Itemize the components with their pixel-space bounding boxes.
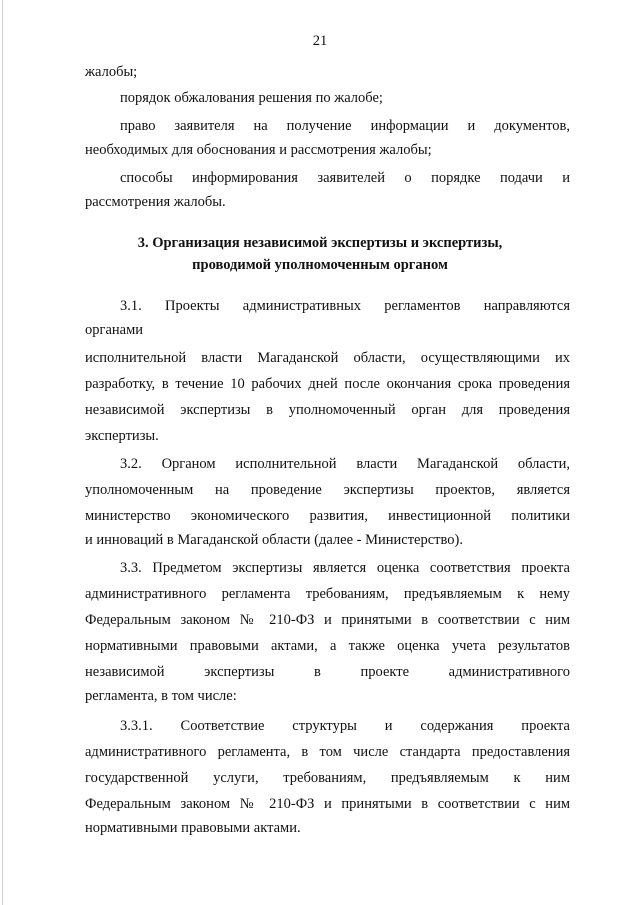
paragraph-line: нормативными правовыми актами, а также оценка учета результатов bbox=[85, 638, 570, 654]
paragraph-line: нормативными правовыми актами. bbox=[85, 820, 301, 836]
paragraph-line: 3.2. Органом исполнительной власти Магаданской области, bbox=[120, 456, 570, 472]
paragraph-line: административного регламента требованиям, предъявляемым к нему bbox=[85, 586, 570, 602]
paragraph-line: административного регламента, в том числе стандарта предоставления bbox=[85, 744, 570, 760]
section-heading-line-1: 3. Организация независимой экспертизы и экспертизы, bbox=[137, 235, 503, 251]
paragraph-line: разработку, в течение 10 рабочих дней после окончания срока проведения bbox=[85, 376, 570, 392]
text-line: рассмотрения жалобы. bbox=[85, 194, 226, 210]
paragraph-line: независимой экспертизы в уполномоченный орган для проведения bbox=[85, 402, 570, 418]
paragraph-line: Федеральным законом № 210-ФЗ и принятыми в соответствии с ним bbox=[85, 796, 570, 812]
paragraph-line: министерство экономического развития, инвестиционной политики bbox=[85, 508, 570, 524]
page-number: 21 bbox=[312, 33, 328, 49]
text-line: право заявителя на получение информации и документов, bbox=[120, 118, 570, 134]
paragraph-line: экспертизы. bbox=[85, 428, 159, 444]
paragraph-line: исполнительной власти Магаданской области, осуществляющими их bbox=[85, 350, 570, 366]
text-line: способы информирования заявителей о порядке подачи и bbox=[120, 170, 570, 186]
paragraph-line: органами bbox=[85, 322, 144, 338]
text-line: жалобы; bbox=[85, 64, 138, 80]
paragraph-line: 3.3. Предметом экспертизы является оценка соответствия проекта bbox=[120, 560, 570, 576]
paragraph-line: уполномоченным на проведение экспертизы проектов, является bbox=[85, 482, 570, 498]
section-heading-line-2: проводимой уполномоченным органом bbox=[192, 257, 448, 273]
paragraph-line: Федеральным законом № 210-ФЗ и принятыми в соответствии с ним bbox=[85, 612, 570, 628]
paragraph-line: 3.1. Проекты административных регламентов направляются bbox=[120, 298, 570, 314]
paragraph-line: независимой экспертизы в проекте административного bbox=[85, 664, 570, 680]
text-line: необходимых для обоснования и рассмотрения жалобы; bbox=[85, 142, 432, 158]
paragraph-line: 3.3.1. Соответствие структуры и содержания проекта bbox=[120, 718, 570, 734]
paragraph-line: государственной услуги, требованиям, предъявляемым к ним bbox=[85, 770, 570, 786]
text-line: порядок обжалования решения по жалобе; bbox=[120, 90, 383, 106]
scan-edge-line bbox=[2, 0, 3, 905]
paragraph-line: регламента, в том числе: bbox=[85, 688, 237, 704]
paragraph-line: и инноваций в Магаданской области (далее - Министерство). bbox=[85, 532, 463, 548]
